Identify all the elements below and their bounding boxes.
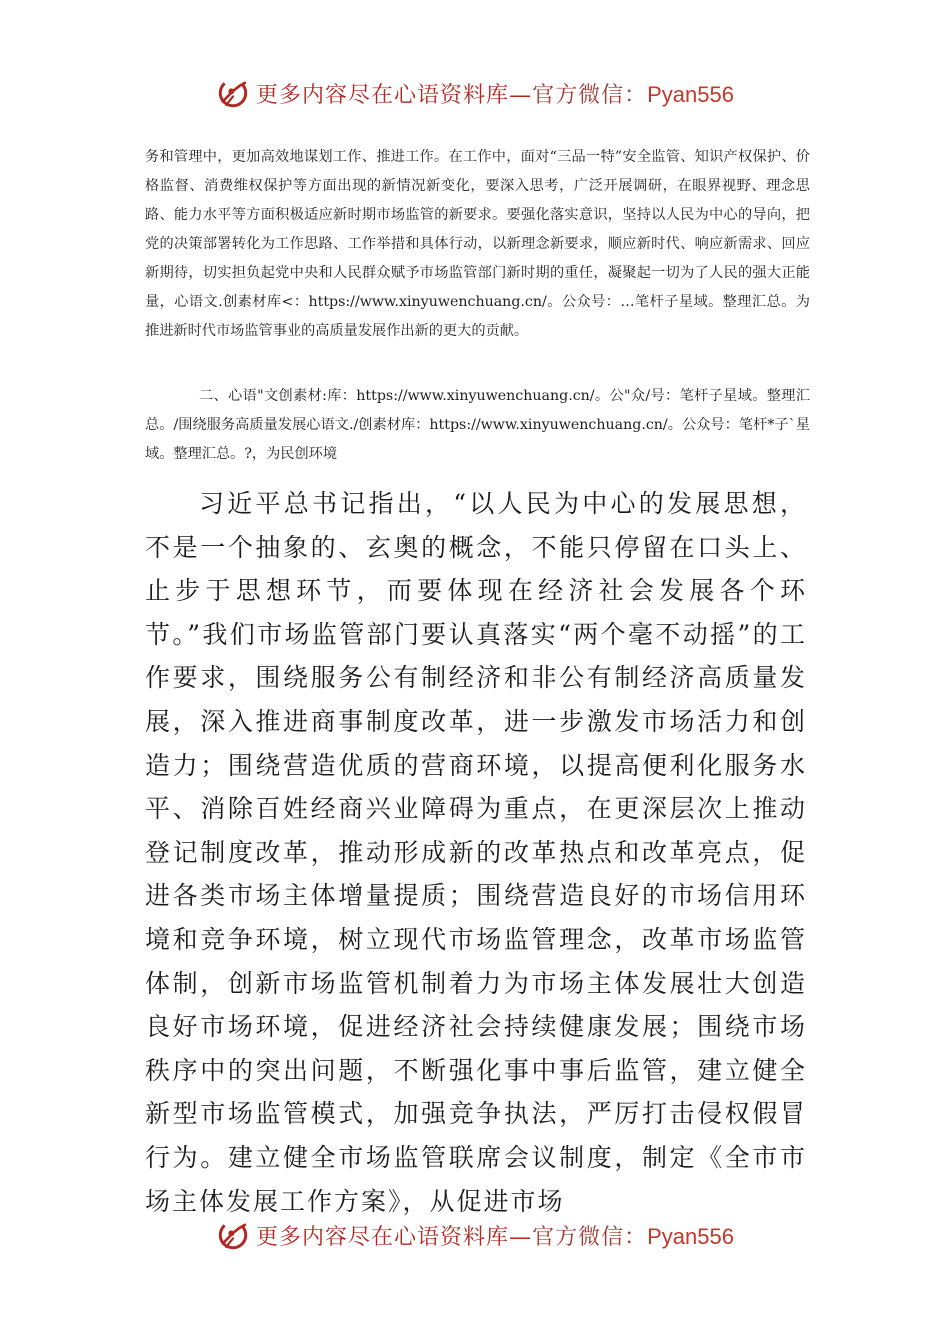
paragraph-text: 务和管理中，更加高效地谋划工作、推进工作。在工作中，面对“三品一特”安全监管、知识产权保护、价格监督、消费维权保护等方面出现的新情况新变化，要深入思考，广泛开展调研，在眼界视野、理念思路、能力水平等方面积极适应新时期市场监管的新要求。要强化落实意识，坚持以人民为中心的导向，把党的决策部署转化为工作思路、工作举措和具体行动，以新理念新要求，顺应新时代、响应新需求、回应新期待，切实担负起党中央和人民群众赋予市场监管部门新时期的重任，凝聚起一切为了人民的强大正能量，心语文.创素材库<：https://www.xinyuwenchuang.cn/。公众号：…笔杆子星域。整理汇总。为推进新时代市场监管事业的高质量发展作出新的更大的贡献。 [145, 149, 810, 339]
banner-account: Pyan556 [647, 1223, 734, 1249]
banner-title: 更多内容尽在心语资料库 [256, 1224, 510, 1250]
banner-wechat-label: 官方微信： [532, 82, 648, 108]
banner-dash: — [509, 1224, 533, 1250]
body-paragraph-2 [145, 382, 810, 469]
banner-wechat-label: 官方微信： [532, 1224, 648, 1250]
brand-logo-icon [216, 76, 250, 110]
banner-dash: — [509, 82, 533, 108]
brand-logo-icon [216, 1218, 250, 1252]
paragraph-text: 二、心语"文创素材:库：https://www.xinyuwenchuang.cn/。公"众/号：笔杆子星域。整理汇总。/围绕服务高质量发展心语文./创素材库：https://www.xinyuwenchuang.cn/。公众号：笔杆*子`星域。整理汇总。?，为民创环境 [145, 388, 810, 462]
body-paragraph-3 [145, 482, 807, 1223]
paragraph-text: 习近平总书记指出，“以人民为中心的发展思想，不是一个抽象的、玄奥的概念，不能只停留在口头上、止步于思想环节，而要体现在经济社会发展各个环节。”我们市场监管部门要认真落实“两个毫不动摇”的工作要求，围绕服务公有制经济和非公有制经济高质量发展，深入推进商事制度改革，进一步激发市场活力和创造力；围绕营造优质的营商环境，以提高便利化服务水平、消除百姓经商兴业障碍为重点，在更深层次上推动登记制度改革，推动形成新的改革热点和改革亮点，促进各类市场主体增量提质；围绕营造良好的市场信用环境和竞争环境，树立现代市场监管理念，改革市场监管体制，创新市场监管机制着力为市场主体发展壮大创造良好市场环境，促进经济社会持续健康发展；围绕市场秩序中的突出问题，不断强化事中事后监管，建立健全新型市场监管模式，加强竞争执法，严厉打击侵权假冒行为。建立健全市场监管联席会议制度，制定《全市市场主体发展工作方案》，从促进市场 [145, 489, 807, 1216]
banner-title: 更多内容尽在心语资料库 [256, 82, 510, 108]
footer-banner [0, 1212, 950, 1258]
banner-text [256, 1220, 734, 1251]
header-banner [0, 70, 950, 116]
body-paragraph-1 [145, 143, 810, 346]
banner-account: Pyan556 [647, 81, 734, 107]
banner-text [256, 78, 734, 109]
